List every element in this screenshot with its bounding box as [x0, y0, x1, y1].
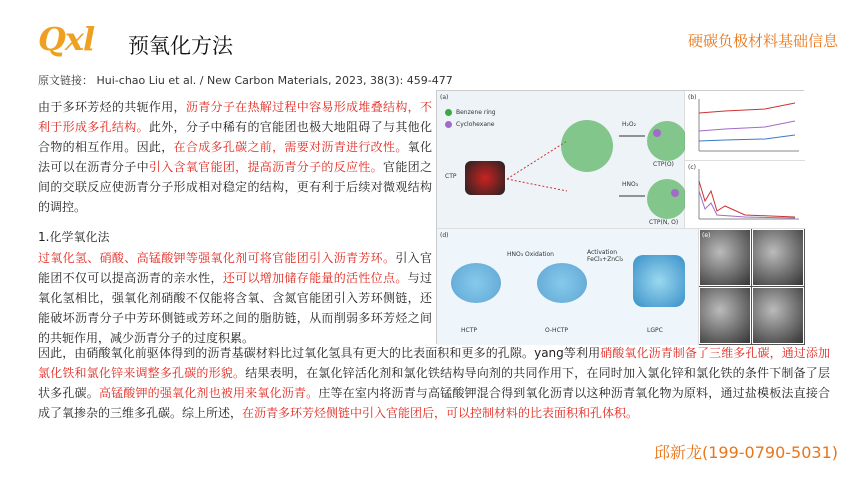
body-text: 由于多环芳烃的共轭作用， — [38, 100, 186, 114]
panel-c-label: (c) — [688, 164, 696, 171]
body-text: 庄等在室内将沥青与高锰酸钾混合得到氧化沥青以这种沥青氧化物为原料，通过盐模板法直接合成了氧掺杂的三维多孔碳。综上所述， — [38, 386, 830, 420]
highlighted-text: 在沥青多环芳烃侧链中引入官能团后，可以控制材料的比表面积和孔体积。 — [242, 406, 639, 420]
highlighted-text: 高锰酸钾的强氧化剂也被用来氧化沥青。 — [98, 386, 319, 400]
ohctp-molecule-icon — [537, 263, 587, 303]
paragraph-intro — [38, 97, 432, 217]
highlighted-text: 硝酸氧化沥青制备了三维多孔碳，通过添加氯化铁和氯化锌来调整多孔碳的形貌。 — [38, 346, 830, 380]
highlighted-text: 在合成多孔碳之前，需要对沥青进行改性。 — [173, 140, 408, 154]
legend-benzene: Benzene ring — [456, 109, 496, 116]
highlighted-text: 过氧化氢、硝酸、高锰酸钾等强氧化剂可将官能团引入沥青芳环。 — [38, 251, 396, 265]
panel-e-label: (e) — [702, 232, 711, 239]
section-title: 1.化学氧化法 — [38, 230, 110, 244]
sem-image — [699, 287, 751, 344]
highlighted-text: 引入含氧官能团，提高沥青分子的反应性。 — [148, 160, 383, 174]
reagent-h2o2: H₂O₂ — [622, 121, 637, 128]
body-text: 引入官能团不仅可以提高沥青的亲水性， — [38, 251, 432, 285]
highlighted-text: 还可以增加储存能量的活性位点。 — [222, 271, 408, 285]
figure-panel-a — [437, 91, 685, 229]
body-text: 氧化法可以在沥青分子中 — [38, 140, 432, 174]
body-text: 此外，分子中稀有的官能团也极大地阻碍了与其他化合物的相互作用。因此， — [38, 120, 432, 154]
body-text: 因此，由硝酸氧化前驱体得到的沥青基碳材料比过氧化氢具有更大的比表面积和更多的孔隙。yang等利用 — [38, 346, 601, 360]
label-ctp-o: CTP(O) — [653, 161, 674, 168]
sem-image — [752, 229, 804, 286]
step-activation: Activation FeCl₃+ZnCl₂ — [587, 249, 624, 263]
reagent-hno3: HNO₃ — [622, 181, 639, 188]
source-citation: 原文链接： Hui-chao Liu et al. / New Carbon Materials, 2023, 38(3): 459-477 — [38, 74, 453, 87]
figure-panel-c — [685, 161, 805, 229]
isotherm-plot — [685, 91, 805, 161]
panel-b-label: (b) — [688, 94, 697, 101]
figure — [436, 90, 804, 344]
page-title: 预氧化方法 — [128, 34, 233, 58]
cyclohexane-marker-icon — [445, 121, 452, 128]
figure-panel-d — [437, 229, 699, 345]
step-oxidation: HNO₃ Oxidation — [507, 251, 554, 258]
body-text: 结果表明，在氯化锌活化剂和氯化铁结构导向剂的共同作用下，在同时加入氯化锌和氯化铁的条件下制备了层状多孔碳。 — [38, 366, 830, 400]
panel-d-label: (d) — [440, 232, 449, 239]
hctp-molecule-icon — [451, 263, 501, 303]
body-text: 官能团之间的交联反应使沥青分子形成相对稳定的结构，更有利于后续对微观结构的调控。 — [38, 160, 432, 214]
top-right-caption: 硬碳负极材料基础信息 — [687, 32, 838, 50]
label-ctp: CTP — [445, 173, 457, 180]
label-hctp: HCTP — [461, 327, 477, 334]
legend-cyclohexane: Cyclohexane — [456, 121, 495, 128]
paragraph-chemical-oxidation — [38, 248, 432, 348]
sem-image — [752, 287, 804, 344]
body-text: 与过氧化氢相比，强氧化剂硝酸不仅能将含氧、含氮官能团引入芳环侧链，还能破坏沥青分子中芳环侧链或芳环之间的脂肪链，从而削弱多环芳烃之间的共轭作用，减少沥青分子的过度积累。 — [38, 271, 432, 345]
label-ctp-no: CTP(N, O) — [649, 219, 679, 226]
highlighted-text: 沥青分子在热解过程中容易形成堆叠结构，不利于形成多孔结构。 — [38, 100, 432, 134]
contact-footer: 邱新龙(199-0790-5031) — [653, 443, 838, 462]
benzene-marker-icon — [445, 109, 452, 116]
ctp-particle-icon — [465, 161, 505, 195]
label-lgpc: LGPC — [647, 327, 663, 334]
label-ohctp: O-HCTP — [545, 327, 569, 334]
paragraph-conclusion — [38, 343, 830, 423]
panel-a-label: (a) — [440, 94, 449, 101]
figure-panel-b — [685, 91, 805, 161]
figure-panel-e — [699, 229, 805, 345]
pore-distribution-plot — [685, 161, 805, 229]
lgpc-structure-icon — [633, 255, 685, 307]
logo: Qxl — [38, 20, 95, 58]
